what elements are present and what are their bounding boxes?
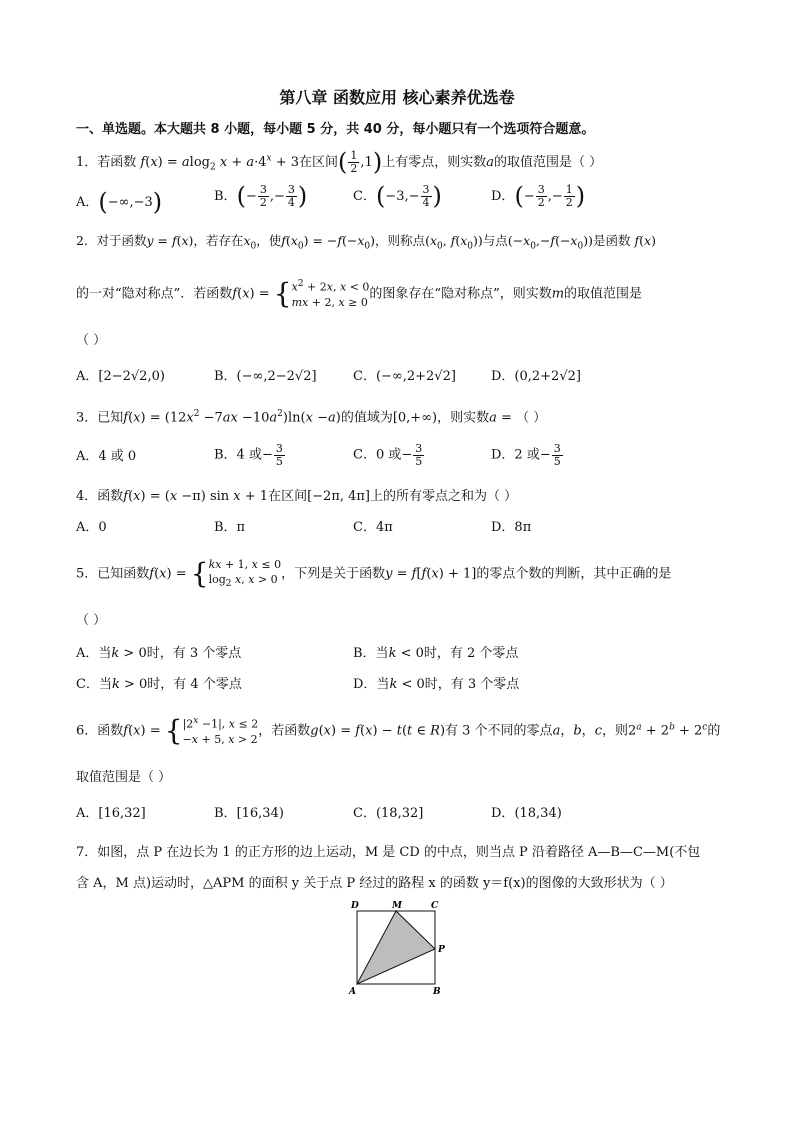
q1-formula: f(x) = alog$_2$ $x + a\cdot 4^x + 3$在区间( $\frac{1}{2}$ ,1) <box>140 148 383 176</box>
q5-option-d[interactable]: D．当k < 0时，有 3 个零点 <box>353 677 520 692</box>
q2-answer-paren: （ ） <box>76 333 107 348</box>
label-b: B <box>433 987 441 997</box>
q1-tail: 的取值范围是（ ） <box>493 154 603 170</box>
square-figure <box>345 898 451 998</box>
q3-option-b[interactable]: B．4 或− $\frac{3}{5}$ <box>214 442 283 468</box>
q6-option-c[interactable]: C．(18,32] <box>353 806 424 821</box>
label-c: C <box>431 901 439 911</box>
q1-option-c[interactable]: C．(−3,− $\frac{3}{4}$ ) <box>353 182 442 210</box>
label-p: P <box>438 945 445 955</box>
q5-option-a[interactable]: A．当k > 0时，有 3 个零点 <box>76 646 242 661</box>
q2-option-a[interactable]: A．[2−2√2,0) <box>76 369 165 384</box>
q6-option-d[interactable]: D．(18,34) <box>491 806 562 821</box>
q4-option-a[interactable]: A．0 <box>76 520 107 535</box>
question-6-line-2: 取值范围是（ ） <box>76 770 172 785</box>
section-heading: 一、单选题。本大题共 8 小题，每小题 5 分，共 40 分，每小题只有一个选项符合题意。 <box>76 122 595 137</box>
question-4: 4．函数f(x) = (x −π) sin x + 1在区间[−2π, 4π]上的所有零点之和为（ ） <box>76 489 518 504</box>
q2-option-d[interactable]: D．(0,2+2√2] <box>491 369 581 384</box>
question-2-line-1: 2．对于函数y = f(x)，若存在$x_0$，使$f(x_0) = -f(-x_0)$，则称点($x_0$, $f(x_0)$)与点$(-x_0,-f(-x_0))$是函数 f(x) <box>76 233 656 252</box>
question-7-line-2: 含 A，M 点)运动时，△APM 的面积 y 关于点 P 经过的路程 x 的函数 y＝f(x)的图像的大致形状为（ ） <box>76 876 673 891</box>
q3-option-d[interactable]: D．2 或− $\frac{3}{5}$ <box>491 442 561 468</box>
q4-option-d[interactable]: D．8π <box>491 520 532 535</box>
q2-option-c[interactable]: C．(−∞,2+2√2] <box>353 369 456 384</box>
label-d: D <box>351 901 359 911</box>
q3-option-a[interactable]: A．4 或 0 <box>76 449 137 464</box>
q5-option-b[interactable]: B．当k < 0时，有 2 个零点 <box>353 646 519 661</box>
q3-option-c[interactable]: C．0 或− $\frac{3}{5}$ <box>353 442 423 468</box>
q1-option-d[interactable]: D．(− $\frac{3}{2}$ ,− $\frac{1}{2}$ ) <box>491 182 586 210</box>
q1-option-a[interactable]: A．(−∞,−3) <box>76 188 163 216</box>
q1-option-b[interactable]: B．(− $\frac{3}{2}$ ,− $\frac{3}{4}$ ) <box>214 182 308 210</box>
question-6: 6．函数f(x) = { $|2^x -1|$, x ≤ 2 −x + 5, x > 2 ，若函数g(x) = f(x) − t(t ∈ R)有 3 个不同的零点a，b，c，则$2^a + 2^b + 2^c$的 <box>76 714 721 748</box>
q4-option-b[interactable]: B．π <box>214 520 246 535</box>
q2-option-b[interactable]: B．(−∞,2−2√2] <box>214 369 317 384</box>
question-1: 1．若函数 f(x) = alog$_2$ $x + a\cdot 4^x + 3$在区间( $\frac{1}{2}$ ,1)上有零点，则实数a的取值范围是（ ） <box>76 148 603 176</box>
question-5: 5．已知函数f(x) = { kx + 1, x ≤ 0 $\log_2 x$, x > 0 ，下列是关于函数y = f[f(x) + 1]的零点个数的判断，其中正确的是 <box>76 557 672 591</box>
triangle-apm <box>357 911 435 984</box>
q6-option-b[interactable]: B．[16,34) <box>214 806 284 821</box>
q5-option-c[interactable]: C．当k > 0时，有 4 个零点 <box>76 677 242 692</box>
q5-answer-paren: （ ） <box>76 613 107 628</box>
question-2-line-2: 的一对“隐对称点”．若函数f(x) = { $x^2 + 2x$, x < 0 mx + 2, x ≥ 0 的图象存在“隐对称点”，则实数m的取值范围是 <box>76 277 643 311</box>
q6-option-a[interactable]: A．[16,32] <box>76 806 146 821</box>
q1-post: 上有零点，则实数 <box>382 154 487 170</box>
page-title: 第八章 函数应用 核心素养优选卷 <box>279 88 515 107</box>
label-m: M <box>392 901 402 911</box>
q1-number: 1．若函数 <box>76 154 137 170</box>
question-7-line-1: 7．如图，点 P 在边长为 1 的正方形的边上运动，M 是 CD 的中点，则当点 P 沿着路径 A—B—C—M(不包 <box>76 845 701 860</box>
q4-option-c[interactable]: C．4π <box>353 520 393 535</box>
question-3: 3．已知$f(x) = (12x^2 -7ax -10a^2)\ln(x -a)$的值域为[0,+∞)，则实数a = （ ） <box>76 409 547 426</box>
label-a: A <box>349 987 356 997</box>
